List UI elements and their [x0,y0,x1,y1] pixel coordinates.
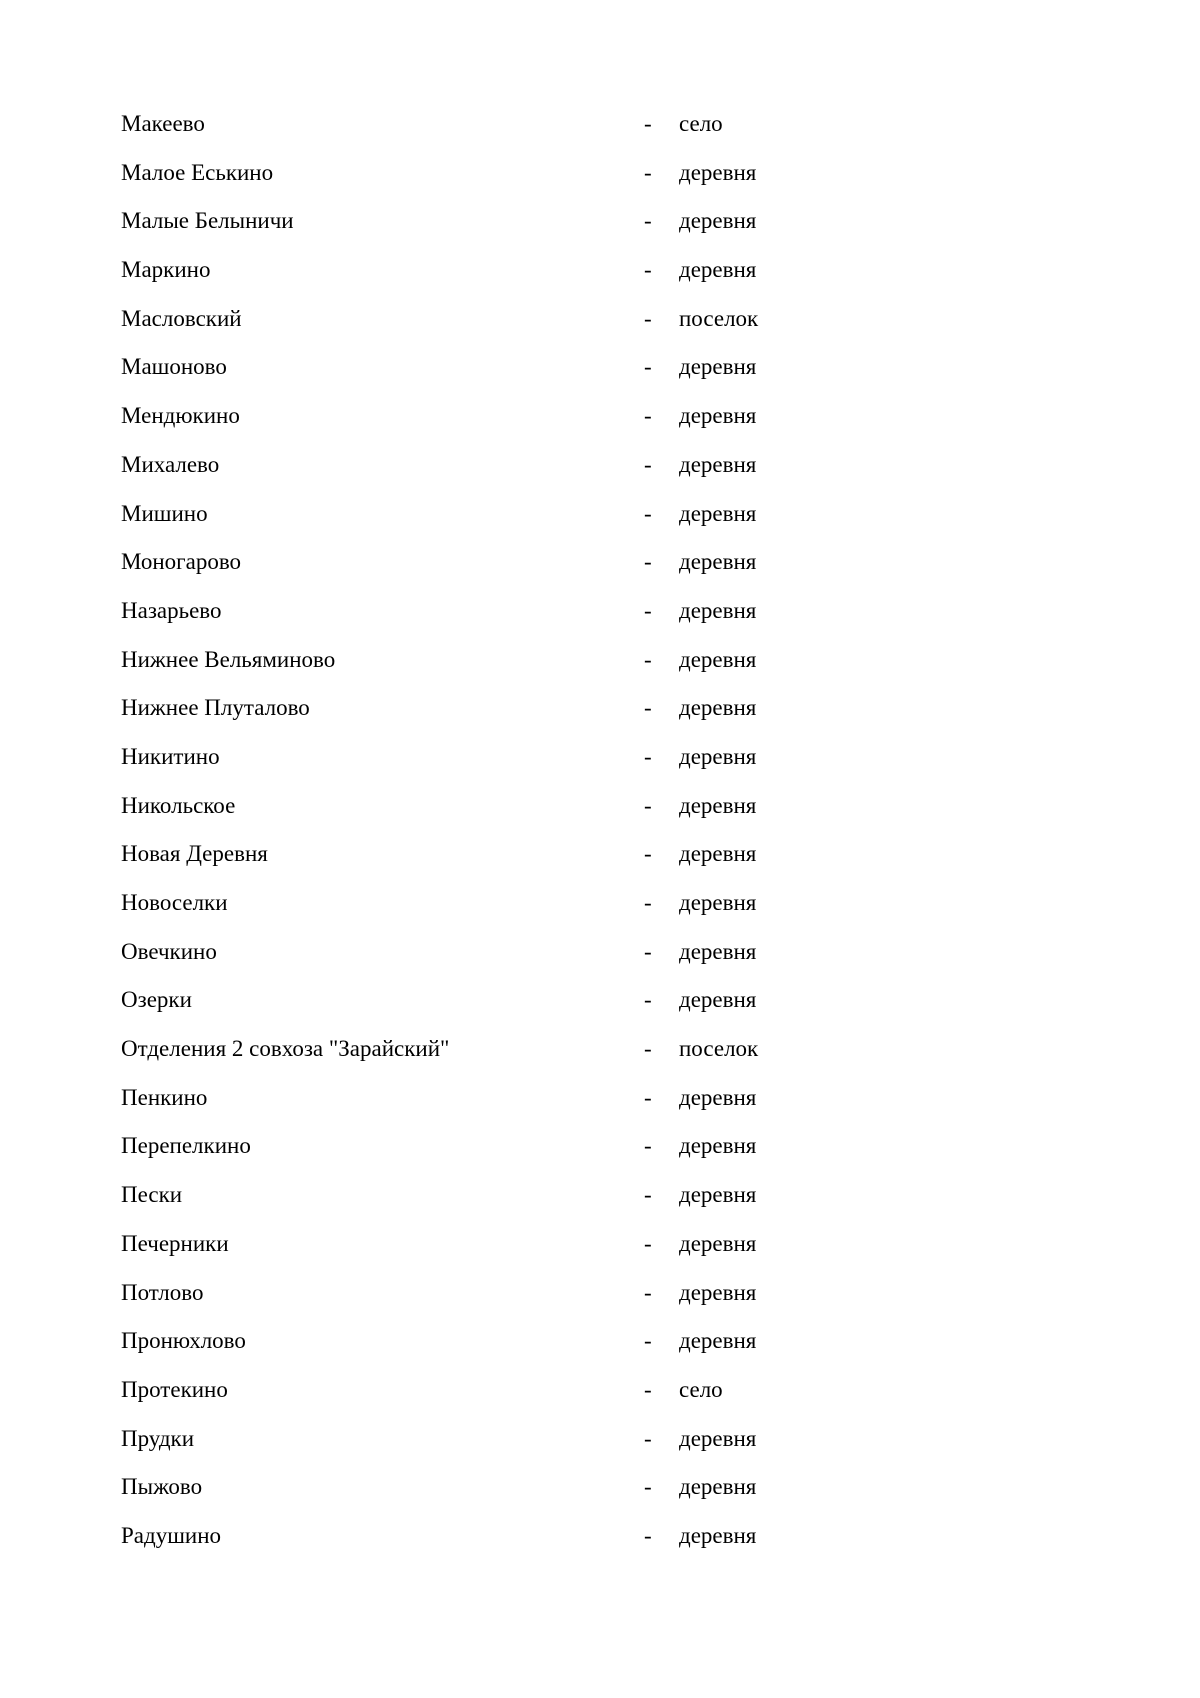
list-item [121,937,821,986]
separator-dash: - [644,1376,652,1402]
settlement-type: село [679,111,723,136]
separator-dash: - [644,938,652,964]
settlement-name: Новая Деревня [121,841,268,867]
settlement-name: Малые Белыничи [121,208,294,234]
settlement-name: Нижнее Вельяминово [121,646,336,672]
settlement-type: деревня [679,1084,757,1110]
settlement-name: Новоселки [121,890,228,915]
list-item [121,255,821,304]
settlement-name: Мишино [121,500,208,526]
separator-dash: - [644,1084,652,1110]
settlement-type: деревня [679,500,757,526]
settlement-name: Мендюкино [121,403,240,429]
list-item [121,352,821,401]
settlement-type: деревня [679,1182,757,1208]
settlement-type: деревня [679,695,757,721]
list-item [121,596,821,645]
list-item [121,547,821,596]
separator-dash: - [644,1279,652,1305]
settlement-type: деревня [679,938,757,964]
settlement-type: деревня [679,1425,757,1451]
list-item [121,206,821,255]
list-item [121,645,821,694]
settlement-type: деревня [679,1328,757,1354]
settlement-name: Овечкино [121,938,217,964]
list-item [121,499,821,548]
settlement-type: деревня [679,743,757,769]
list-item [121,1278,821,1327]
list-item [121,109,821,158]
list-item [121,1131,821,1180]
settlement-type: село [679,1376,723,1402]
settlement-type: деревня [679,890,757,915]
settlement-type: поселок [679,305,759,331]
list-item [121,1424,821,1473]
settlement-name: Маркино [121,257,211,283]
separator-dash: - [644,1425,652,1451]
separator-dash: - [644,305,652,331]
list-item [121,304,821,353]
separator-dash: - [644,1133,652,1159]
settlement-type: деревня [679,354,757,380]
separator-dash: - [644,987,652,1013]
settlement-name: Масловский [121,305,242,331]
separator-dash: - [644,841,652,867]
settlement-name: Пенкино [121,1084,208,1110]
settlement-name: Нижнее Плуталово [121,695,310,721]
list-item [121,1326,821,1375]
separator-dash: - [644,1328,652,1354]
separator-dash: - [644,159,652,185]
settlement-name: Протекино [121,1376,228,1402]
settlement-name: Машоново [121,354,227,380]
separator-dash: - [644,549,652,575]
settlement-name: Никольское [121,792,236,818]
list-item [121,693,821,742]
separator-dash: - [644,403,652,429]
settlement-type: деревня [679,646,757,672]
list-item [121,839,821,888]
separator-dash: - [644,451,652,477]
separator-dash: - [644,890,652,915]
settlement-name: Прудки [121,1425,195,1451]
settlement-name: Радушино [121,1522,222,1548]
settlement-type: деревня [679,841,757,867]
settlement-name: Макеево [121,111,205,136]
settlement-type: деревня [679,208,757,234]
settlement-name: Перепелкино [121,1133,251,1159]
settlement-type: деревня [679,1474,757,1500]
settlement-type: деревня [679,1133,757,1159]
separator-dash: - [644,354,652,380]
settlement-type: деревня [679,597,757,623]
separator-dash: - [644,500,652,526]
separator-dash: - [644,111,652,136]
settlement-type: деревня [679,451,757,477]
list-item [121,1375,821,1424]
list-item [121,450,821,499]
settlement-name: Моногарово [121,549,242,575]
separator-dash: - [644,1036,652,1062]
separator-dash: - [644,1522,652,1548]
separator-dash: - [644,743,652,769]
settlement-type: деревня [679,549,757,575]
list-item [121,985,821,1034]
list-item [121,1521,821,1570]
settlement-name: Отделения 2 совхоза "Зарайский" [121,1036,450,1062]
settlement-type: деревня [679,159,757,185]
list-item [121,401,821,450]
settlement-name: Печерники [121,1230,229,1256]
separator-dash: - [644,646,652,672]
list-item [121,1180,821,1229]
settlement-name: Михалево [121,451,220,477]
settlement-type: деревня [679,1522,757,1548]
list-item [121,742,821,791]
settlement-type: деревня [679,1279,757,1305]
settlement-name: Потлово [121,1279,204,1305]
separator-dash: - [644,695,652,721]
settlement-name: Назарьево [121,597,222,623]
list-item [121,1229,821,1278]
separator-dash: - [644,792,652,818]
separator-dash: - [644,208,652,234]
settlement-type: деревня [679,1230,757,1256]
list-item [121,1083,821,1132]
separator-dash: - [644,597,652,623]
settlement-name: Пески [121,1182,183,1208]
separator-dash: - [644,1182,652,1208]
settlement-type: деревня [679,792,757,818]
list-item [121,1034,821,1083]
settlement-type: поселок [679,1036,759,1062]
separator-dash: - [644,1474,652,1500]
settlement-type: деревня [679,987,757,1013]
settlement-name: Озерки [121,987,192,1013]
settlement-type: деревня [679,257,757,283]
list-item [121,158,821,207]
separator-dash: - [644,1230,652,1256]
list-item [121,888,821,937]
list-item [121,1472,821,1521]
list-item [121,791,821,840]
settlement-name: Малое Еськино [121,159,274,185]
settlement-name: Пронюхлово [121,1328,246,1354]
settlement-name: Пыжово [121,1474,203,1500]
settlement-name: Никитино [121,743,220,769]
separator-dash: - [644,257,652,283]
settlement-type: деревня [679,403,757,429]
settlement-list [121,109,821,1570]
